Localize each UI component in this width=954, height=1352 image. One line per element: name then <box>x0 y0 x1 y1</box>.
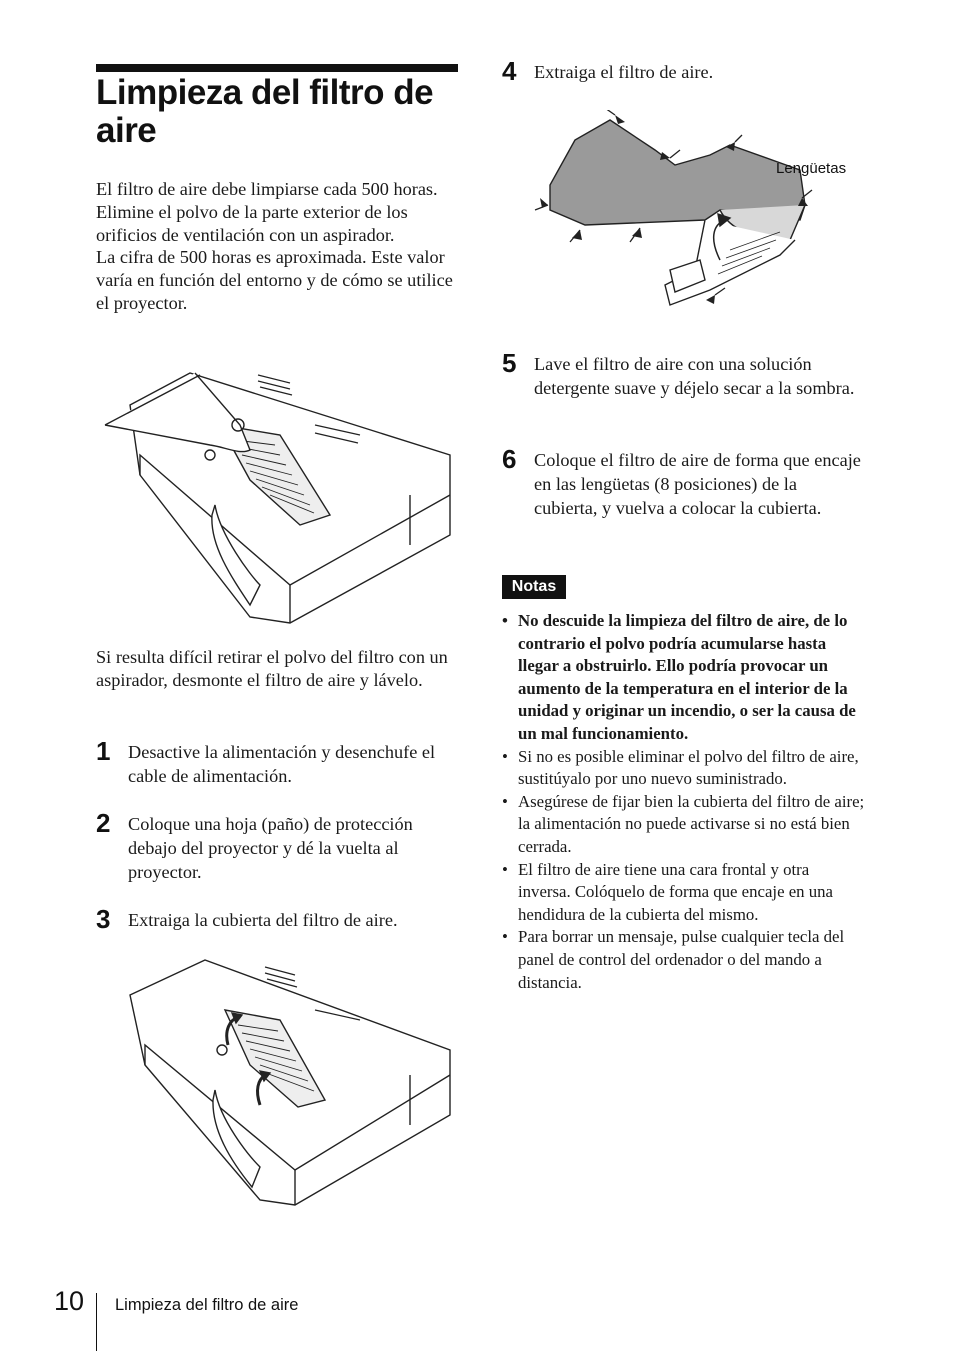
step-text: Desactive la alimentación y desenchufe el cable de alimentación. <box>128 742 436 786</box>
notes-list <box>502 610 866 994</box>
step-number: 4 <box>502 56 517 86</box>
intro-line: El filtro de aire debe limpiarse cada 500 horas. <box>96 179 438 199</box>
step-text: Extraiga la cubierta del filtro de aire. <box>128 910 398 930</box>
note-item: • Para borrar un mensaje, pulse cualquier tecla del panel de control del ordenador o del mando a distancia. <box>502 927 845 992</box>
step-number: 6 <box>502 444 517 474</box>
step-text: Lave el filtro de aire con una solución detergente suave y déjelo secar a la sombra. <box>534 354 855 398</box>
step-number: 2 <box>96 808 111 838</box>
remove-filter-cover-illustration <box>120 955 460 1210</box>
step-text: Coloque el filtro de aire de forma que encaje en las lengüetas (8 posiciones) de la cubierta, y vuelva a colocar la cubierta. <box>534 450 861 518</box>
footer-section-title: Limpieza del filtro de aire <box>115 1296 299 1314</box>
second-paragraph: Si resulta difícil retirar el polvo del filtro con un aspirador, desmonte el filtro de aire y lávelo. <box>96 647 448 690</box>
intro-line: Elimine el polvo de la parte exterior de los orificios de ventilación con un aspirador. <box>96 201 408 245</box>
step-text: Coloque una hoja (paño) de protección debajo del proyector y dé la vuelta al proyector. <box>128 814 413 882</box>
page-title: Limpieza del filtro de aire <box>96 73 434 150</box>
title-rule <box>96 64 458 72</box>
note-item: • Asegúrese de fijar bien la cubierta del filtro de aire; la alimentación no puede activarse si no está bien cerrada. <box>502 791 865 856</box>
intro-line: La cifra de 500 horas es aproximada. Este valor varía en función del entorno y de cómo se utilice el proyector. <box>96 247 453 313</box>
page-number: 10 <box>54 1286 85 1316</box>
notes-badge: Notas <box>502 575 566 599</box>
note-item: • Si no es posible eliminar el polvo del filtro de aire, sustitúyalo por uno nuevo suministrado. <box>502 746 859 789</box>
note-item: • No descuide la limpieza del filtro de aire, de lo contrario el polvo podría acumularse hasta llegar a obstruirlo. Ello podría provocar un aumento de la temperatura en el interior de la unidad y originar un incendio, o ser la causa de un mal funcionamiento. <box>502 611 856 743</box>
tabs-callout-label: Lengüetas <box>776 160 847 177</box>
step-text: Extraiga el filtro de aire. <box>534 62 714 82</box>
step-number: 1 <box>96 736 111 766</box>
step-number: 3 <box>96 904 111 934</box>
step-number: 5 <box>502 348 517 378</box>
intro-paragraph <box>96 178 458 315</box>
footer-divider <box>96 1293 97 1351</box>
extract-filter-illustration <box>530 110 860 310</box>
note-item: • El filtro de aire tiene una cara frontal y otra inversa. Colóquelo de forma que encaje en una hendidura de la cubierta del mismo. <box>502 859 833 924</box>
vacuum-projector-illustration <box>100 355 460 630</box>
